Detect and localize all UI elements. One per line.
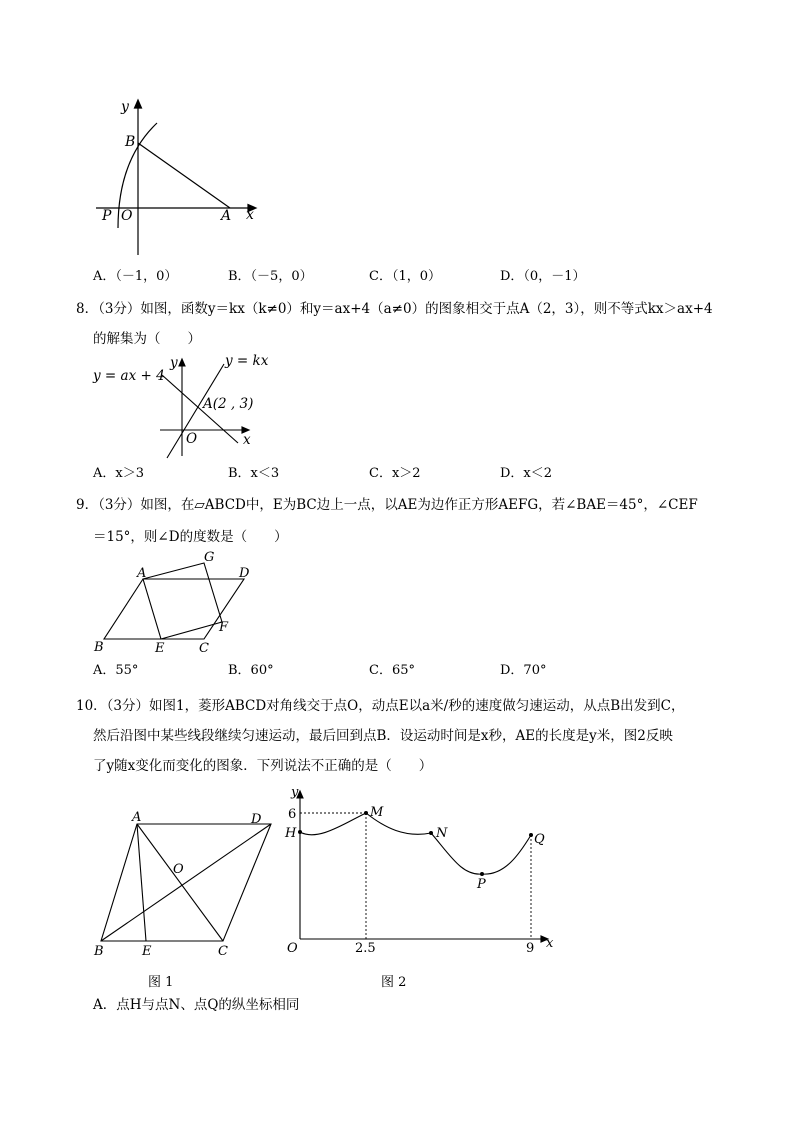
q7-option-a: A．（－1，0） (93, 269, 178, 284)
q10-f1-label-b: B (94, 944, 104, 959)
q7-segment-ab (138, 143, 230, 208)
q7-figure (90, 95, 270, 265)
q7-option-c: C．（1，0） (369, 269, 441, 284)
q9-stem-line-1: 9．（3分）如图，在▱ABCD中，E为BC边上一点，以AE为边作正方形AEFG，若∠BAE＝45°，∠CEF (76, 497, 698, 513)
q8-option-c: C．x＞2 (369, 466, 421, 481)
q10-f1-label-e: E (142, 944, 152, 959)
q8-y-arrow (179, 359, 185, 366)
q10-f2-curve (300, 813, 531, 874)
q7-label-b: B (125, 134, 136, 150)
q9-label-e: E (155, 641, 165, 656)
q10-f2-point-q (529, 833, 533, 837)
q7-option-d: D．（0，－1） (500, 269, 586, 284)
q10-f2-point-m (364, 811, 368, 815)
q10-stem-line-3: 了y随x变化而变化的图象．下列说法不正确的是（ ） (93, 758, 433, 774)
q10-f2-label-o: O (287, 941, 298, 956)
q10-option-a: A．点H与点N、点Q的纵坐标相同 (93, 997, 300, 1013)
q9-figure (90, 545, 270, 660)
q10-figure-2-caption: 图 2 (381, 975, 407, 990)
q7-label-y: y (121, 99, 129, 115)
q10-f2-point-n (429, 831, 433, 835)
q10-f2-tick-6: 6 (288, 807, 297, 822)
q10-f1-label-d: D (251, 812, 262, 827)
q9-label-b: B (94, 640, 104, 655)
q7-y-arrow (135, 100, 142, 108)
q10-diagonal-ac (137, 824, 223, 941)
q10-f2-point-h (298, 830, 302, 834)
q8-label-o: O (186, 431, 198, 447)
q9-label-c: C (199, 641, 209, 656)
q7-label-o: O (121, 208, 133, 224)
q8-figure (90, 350, 280, 460)
q10-f2-tick-9: 9 (526, 941, 535, 956)
q10-f1-label-c: C (218, 944, 228, 959)
q10-f2-point-p (480, 872, 484, 876)
q10-f2-label-h: H (285, 826, 297, 841)
q9-label-a: A (137, 566, 147, 581)
q10-segment-ae (137, 824, 146, 941)
q7-label-x: x (246, 207, 254, 223)
q10-figure-1 (90, 805, 275, 965)
q10-stem-line-2: 然后沿图中某些线段继续匀速运动，最后回到点B．设运动时间是x秒，AE的长度是y米，图2反映 (93, 728, 673, 744)
q10-diagonal-bd (101, 824, 271, 941)
q9-square (143, 563, 222, 639)
q10-f2-label-y: y (291, 785, 299, 800)
q8-option-d: D．x＜2 (500, 466, 553, 481)
q7-label-p: P (102, 208, 112, 224)
q7-label-a: A (221, 208, 232, 224)
q10-f2-tick-25: 2.5 (355, 941, 376, 956)
q8-stem-line-2: 的解集为（ ） (93, 331, 201, 347)
q10-f2-label-p: P (477, 877, 486, 892)
q8-option-b: B．x＜3 (228, 466, 280, 481)
q10-figure-1-caption: 图 1 (148, 975, 174, 990)
q8-label-point: A(2 , 3) (203, 396, 254, 412)
q10-figure-2 (280, 780, 560, 960)
q9-label-g: G (204, 550, 215, 565)
q9-option-b: B．60° (228, 663, 274, 678)
q9-option-a: A．55° (93, 663, 139, 678)
q8-option-a: A．x＞3 (93, 466, 144, 481)
q10-f2-label-m: M (370, 805, 384, 820)
q10-stem-line-1: 10．（3分）如图1，菱形ABCD对角线交于点O，动点E以a米/秒的速度做匀速运动，从点B出发到C， (76, 698, 685, 714)
q7-option-b: B．（－5，0） (228, 269, 313, 284)
q10-f1-label-o: O (173, 862, 184, 877)
q8-label-y: y (170, 355, 178, 371)
q8-stem-line-1: 8．（3分）如图，函数y＝kx（k≠0）和y＝ax+4（a≠0）的图象相交于点A（2，3），则不等式kx＞ax+4 (76, 301, 713, 317)
q8-label-line-a: y = ax + 4 (93, 368, 165, 384)
q8-label-line-k: y = kx (225, 353, 269, 369)
q9-label-d: D (239, 566, 250, 581)
q10-f2-label-q: Q (534, 832, 545, 847)
q8-label-x: x (243, 432, 251, 448)
q9-label-f: F (219, 620, 229, 635)
q10-f2-label-n: N (436, 826, 448, 841)
q9-option-d: D．70° (500, 663, 547, 678)
q10-f1-label-a: A (132, 810, 142, 825)
q9-stem-line-2: ＝15°，则∠D的度数是（ ） (93, 529, 288, 545)
q10-f2-label-x: x (546, 936, 554, 951)
q9-option-c: C．65° (369, 663, 415, 678)
